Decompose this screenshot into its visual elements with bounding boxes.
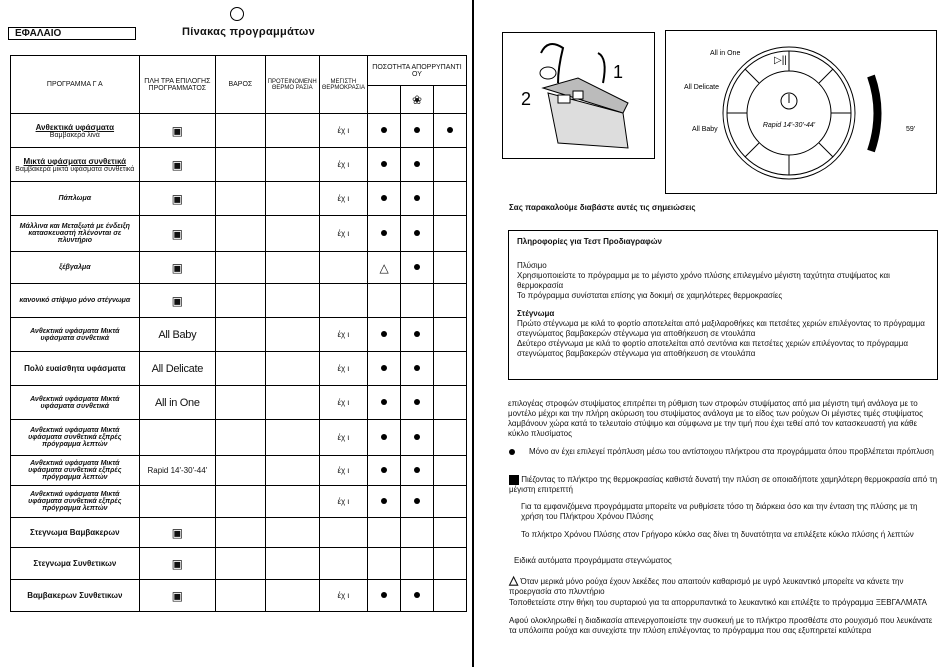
temp-max-cell [319, 456, 367, 486]
triangle-icon: △ [379, 260, 389, 275]
program-logo: All Baby [158, 328, 197, 341]
detergent-cell [367, 456, 400, 486]
program-name: Ανθεκτικά υφάσματα [35, 122, 115, 132]
dot-mark [414, 331, 420, 337]
dot-mark [381, 434, 387, 440]
knob-label-all-delicate: All Delicate [684, 84, 720, 91]
table-row [11, 548, 467, 580]
cotton-dry-icon: ▣ [171, 525, 183, 540]
col-button: ΠΛΗ ΤΡΑ ΕΠΙΛΟΓΗΣ ΠΡΟΓΡΑΜΜΑΤΟΣ [139, 56, 215, 114]
note-bleach-2: Τοποθετείστε στην θήκη του συρταριού για τα απορρυπαντικά το λευκαντικό και επιλέξτε το πρόγραμμα ΞΕΒΓΑΛΜΑΤΑ [509, 598, 927, 607]
weight-cell [216, 486, 266, 518]
wash-text: Χρησιμοποιείστε το πρόγραμμα με το μέγιστο χρόνο πλύσης επιλεγμένο μέγιστη ταχύτητα στυψίματος και θερμοκρασία [517, 271, 890, 290]
program-name: Μάλλινα και Μεταξωτά με ένδειξη κατασκευαστή πλένονται σε πλυντήριο [19, 223, 130, 244]
detergent-cell [367, 148, 400, 182]
dot-mark [414, 127, 420, 133]
col-weight: ΒΑΡΟΣ [216, 56, 266, 114]
program-name: Πολύ ευαίσθητα υφάσματα [24, 364, 126, 373]
col-temp-max: ΜΕΓΙΣΤΗ ΘΕΡΜΟΚΡΑΣΙΑ [319, 56, 367, 114]
note-temperature-text: Πιέζοντας το πλήκτρο της θερμοκρασίας καθιστά δυνατή την πλύση σε οποιαδήποτε χαμηλότερη θερμοκρασία από τη μέγιστη επιτρεπτή [509, 475, 938, 495]
detergent-cell [401, 518, 434, 548]
note-bleach [509, 575, 939, 597]
temp-rec-cell [265, 518, 319, 548]
program-name: Ανθεκτικά υφάσματα Μικτά υφάσματα συνθετικά εξπρές πρόγραμμα λεπτών [28, 491, 122, 512]
table-row [11, 518, 467, 548]
dot-mark [381, 161, 387, 167]
button-cell [139, 420, 215, 456]
detergent-cell [401, 318, 434, 352]
temp-max-cell [319, 420, 367, 456]
note-bleach-text: Όταν μερικά μόνο ρούχα έχουν λεκέδες που απαιτούν καθαρισμό με υγρό λευκαντικό μπορείτε να κάνετε την προεργασία στο πλυντήριο [509, 577, 904, 596]
program-name-cell [11, 420, 140, 456]
info-title: Πληροφορίες για Τεστ Προδιαγραφών [517, 237, 662, 246]
detergent-cell [367, 318, 400, 352]
temp-rec-cell [265, 284, 319, 318]
detergent-cell [367, 386, 400, 420]
temp-max-value: έχ ι [337, 330, 350, 339]
table-row [11, 352, 467, 386]
spin-dry-icon: ▣ [171, 293, 183, 308]
program-name: κανονικό στίψιμο μόνο στέγνωμα [19, 297, 131, 304]
temp-max-cell [319, 486, 367, 518]
note-prewash [509, 447, 939, 457]
dot-mark [381, 195, 387, 201]
temp-max-cell [319, 114, 367, 148]
prewash-col-head [367, 86, 400, 114]
temp-rec-cell [265, 216, 319, 252]
detergent-cell [367, 548, 400, 580]
dry-text-2: Δεύτερο στέγνωμα με κιλά το φορτίο αποτελείται από σεντόνια και πετσέτες χεριών επιλέγοντας το πρόγραμμα στεγνώματος βαμβακερών στέγνωμα για αποθήκευση σε ντουλάπα [517, 339, 908, 358]
temp-rec-cell [265, 456, 319, 486]
weight-cell [216, 456, 266, 486]
dispenser-label-1: 1 [613, 62, 624, 82]
temp-rec-cell [265, 386, 319, 420]
detergent-cell [401, 548, 434, 580]
detergent-cell [367, 580, 400, 612]
button-cell [139, 548, 215, 580]
synthetic-icon: ▣ [171, 157, 183, 172]
temp-rec-cell [265, 580, 319, 612]
detergent-cell [433, 216, 466, 252]
temp-rec-cell [265, 420, 319, 456]
spec-info-box [508, 230, 938, 380]
table-row [11, 486, 467, 518]
cotton-icon: ▣ [171, 123, 183, 138]
temp-max-cell [319, 518, 367, 548]
temp-max-value: έχ ι [337, 364, 350, 373]
program-name: Μικτά υφάσματα συνθετικά [23, 156, 127, 166]
program-name: Βαμβακερων Συνθετικων [27, 591, 123, 600]
wash-text-2: Το πρόγραμμα συνίσταται επίσης για δοκιμή σε χαμηλότερες θερμοκρασίες [517, 291, 783, 300]
button-cell [139, 148, 215, 182]
temp-rec-cell [265, 252, 319, 284]
detergent-cell [433, 420, 466, 456]
duvet-icon: ▣ [171, 191, 183, 206]
button-cell [139, 580, 215, 612]
note-finish: Αφού ολοκληρωθεί η διαδικασία απενεργοποιείστε την συσκευή με το πλήκτρο προσθέστε στο ρουχισμό που λευκάνατε τα υπόλοιπα ρούχα και συνεχίστε την πλύση επιλέγοντας το πρόγραμμα που σας εξυπηρετεί καλύτερα [509, 616, 933, 635]
detergent-cell [367, 518, 400, 548]
temp-max-cell [319, 182, 367, 216]
program-sub: Βαμβακερά μικτά υφάσματα συνθετικά [15, 165, 135, 173]
detergent-cell [433, 580, 466, 612]
dot-mark [414, 195, 420, 201]
program-name-cell [11, 284, 140, 318]
weight-cell [216, 216, 266, 252]
temp-max-cell [319, 284, 367, 318]
detergent-cell [433, 182, 466, 216]
detergent-cell [401, 486, 434, 518]
button-cell [139, 252, 215, 284]
dry-heading: Στέγνωμα [517, 309, 555, 318]
detergent-cell [367, 114, 400, 148]
table-row [11, 182, 467, 216]
detergent-cell [401, 252, 434, 284]
dot-mark [414, 264, 420, 270]
program-name: Ανθεκτικά υφάσματα Μικτά υφάσματα συνθετικά [30, 327, 120, 342]
dot-mark [447, 127, 453, 133]
dot-mark [414, 498, 420, 504]
svg-text:▷||: ▷|| [774, 55, 787, 66]
temp-max-cell [319, 252, 367, 284]
detergent-cell [367, 216, 400, 252]
temp-max-cell [319, 318, 367, 352]
program-name-cell [11, 352, 140, 386]
detergent-cell [433, 318, 466, 352]
dot-mark [381, 399, 387, 405]
notes-heading: Σας παρακαλούμε διαβάστε αυτές τις σημειώσεις [509, 203, 696, 212]
detergent-cell [433, 252, 466, 284]
detergent-cell [401, 148, 434, 182]
program-name-cell [11, 456, 140, 486]
dot-mark [414, 467, 420, 473]
dot-mark [414, 399, 420, 405]
note-rapid: Το πλήκτρο Χρόνου Πλύσης στον Γρήγορο κύκλο σας δίνει τη δυνατότητα να επιλέξετε κύκλο πλύσης ή λεπτών [521, 530, 914, 539]
temp-max-cell [319, 352, 367, 386]
detergent-cell [367, 284, 400, 318]
program-name: Ανθεκτικά υφάσματα Μικτά υφάσματα συνθετικά εξπρές πρόγραμμα λεπτών [28, 460, 122, 481]
table-row [11, 216, 467, 252]
table-row [11, 456, 467, 486]
detergent-cell [401, 182, 434, 216]
program-name: Στεγνωμα Βαμβακερων [30, 528, 120, 537]
temp-max-value: έχ ι [337, 433, 350, 442]
page-marker-circle [230, 7, 244, 21]
detergent-cell [401, 114, 434, 148]
detergent-cell [433, 284, 466, 318]
table-row [11, 580, 467, 612]
page-title: Πίνακας προγραμμάτων [182, 26, 316, 38]
note-wash-time: Για τα εμφανιζόμενα προγράμματα μπορείτε να ρυθμίσετε τόσο τη διάρκεια όσο και την ένταση της πλύσης με τη χρήση του Πλήκτρου Χρόνου Πλύσης [521, 502, 918, 521]
detergent-cell [401, 216, 434, 252]
button-cell [139, 456, 215, 486]
page-divider [472, 0, 474, 667]
program-logo: All Delicate [151, 362, 204, 375]
main-wash-col-head [433, 86, 466, 114]
table-row [11, 386, 467, 420]
rapid-logo: Rapid 14'-30'-44' [147, 466, 208, 475]
detergent-cell [367, 182, 400, 216]
dot-mark [381, 498, 387, 504]
detergent-cell [433, 114, 466, 148]
program-name-cell [11, 386, 140, 420]
knob-label-all-in-one: All in One [710, 50, 741, 57]
weight-cell [216, 284, 266, 318]
table-row [11, 420, 467, 456]
temp-max-value: έχ ι [337, 591, 350, 600]
wash-heading: Πλύσιμο [517, 261, 547, 270]
detergent-cell [433, 352, 466, 386]
table-row [11, 148, 467, 182]
dot-mark [381, 331, 387, 337]
program-sub: Βαμβακερά λινά [49, 131, 100, 139]
button-cell [139, 216, 215, 252]
dot-mark [381, 365, 387, 371]
program-name-cell [11, 252, 140, 284]
dot-mark [381, 230, 387, 236]
program-name: Ανθεκτικά υφάσματα Μικτά υφάσματα συνθετικά εξπρές πρόγραμμα λεπτών [28, 427, 122, 448]
button-cell [139, 182, 215, 216]
section-header: ΕΦΑΛΑΙΟ [8, 27, 136, 40]
temp-rec-cell [265, 148, 319, 182]
note-temperature [509, 475, 939, 495]
weight-cell [216, 182, 266, 216]
program-name-cell [11, 486, 140, 518]
weight-cell [216, 148, 266, 182]
detergent-cell [401, 580, 434, 612]
table-row [11, 252, 467, 284]
detergent-cell [433, 456, 466, 486]
weight-cell [216, 386, 266, 420]
square-bullet-icon [509, 475, 519, 485]
program-knob-illustration [665, 30, 937, 194]
note-auto-dry: Ειδικά αυτόματα προγράμματα στεγνώματος [514, 556, 672, 565]
table-row [11, 114, 467, 148]
temp-max-cell [319, 548, 367, 580]
dot-mark [414, 365, 420, 371]
dot-mark [414, 434, 420, 440]
wash-dry-59-icon: ▣ [171, 588, 183, 603]
weight-cell [216, 318, 266, 352]
dry-text: Πρώτο στέγνωμα με κιλά το φορτίο αποτελείται από μαξιλαροθήκες και πετσέτες χεριών επιλέγοντας το πρόγραμμα στεγνώματος βαμβακερών στέγνωμα για αποθήκευση σε ντουλάπα [517, 319, 925, 338]
program-name-cell [11, 548, 140, 580]
program-name-cell [11, 518, 140, 548]
program-name: ξέβγαλμα [59, 264, 91, 271]
temp-max-value: έχ ι [337, 466, 350, 475]
dispenser-label-2: 2 [521, 89, 532, 109]
weight-cell [216, 352, 266, 386]
col-temp-rec: ΠΡΟΤΕΙΝΟΜΕΝΗ ΘΕΡΜΟ ΡΑΣΙΑ [265, 56, 319, 114]
button-cell [139, 486, 215, 518]
dot-mark [414, 592, 420, 598]
detergent-cell [367, 352, 400, 386]
button-cell [139, 284, 215, 318]
temp-max-cell [319, 580, 367, 612]
detergent-cell [367, 252, 400, 284]
temp-rec-cell [265, 486, 319, 518]
detergent-cell [433, 486, 466, 518]
detergent-cell [433, 148, 466, 182]
temp-rec-cell [265, 114, 319, 148]
triangle-icon: △ [509, 573, 519, 587]
detergent-cell [401, 352, 434, 386]
dot-mark [381, 467, 387, 473]
weight-cell [216, 548, 266, 580]
softener-col-head [401, 86, 434, 114]
synthetic-dry-icon: ▣ [171, 556, 183, 571]
col-detergent: ΠΟΣΟΤΗΤΑ ΑΠΟΡΡΥΠΑΝΤΙ ΟΥ [367, 56, 466, 86]
program-name-cell [11, 182, 140, 216]
program-name-cell [11, 318, 140, 352]
program-name-cell [11, 114, 140, 148]
weight-cell [216, 518, 266, 548]
program-name: Στεγνωμα Συνθετικων [33, 559, 117, 568]
detergent-cell [433, 386, 466, 420]
temp-max-value: έχ ι [337, 229, 350, 238]
temp-max-value: έχ ι [337, 160, 350, 169]
detergent-cell [401, 420, 434, 456]
button-cell [139, 518, 215, 548]
button-cell [139, 318, 215, 352]
detergent-cell [367, 486, 400, 518]
detergent-dispenser-illustration [502, 32, 655, 159]
dot-mark [381, 127, 387, 133]
temp-max-cell [319, 148, 367, 182]
dot-mark [381, 592, 387, 598]
program-table [10, 55, 467, 612]
detergent-cell [433, 548, 466, 580]
note-prewash-text: Μόνο αν έχει επιλεγεί πρόπλυση μέσω του αντίστοιχου πλήκτρου στα προγράμματα όπου προβλέπεται πρόπλυση [529, 447, 934, 456]
table-row [11, 284, 467, 318]
dot-mark [414, 230, 420, 236]
temp-max-cell [319, 386, 367, 420]
temp-max-value: έχ ι [337, 194, 350, 203]
temp-max-value: έχ ι [337, 497, 350, 506]
program-name: Πάπλωμα [58, 195, 92, 202]
program-name-cell [11, 580, 140, 612]
temp-rec-cell [265, 318, 319, 352]
knob-center-label: Rapid 14'-30'-44' [762, 122, 816, 129]
button-cell [139, 352, 215, 386]
detergent-cell [433, 518, 466, 548]
col-program: ΠΡΟΓΡΑΜΜΑ Γ Α [11, 56, 140, 114]
detergent-cell [401, 456, 434, 486]
detergent-cell [401, 386, 434, 420]
weight-cell [216, 580, 266, 612]
dot-bullet-icon [509, 449, 515, 455]
flower-icon: ❀ [412, 92, 423, 107]
program-name: Ανθεκτικά υφάσματα Μικτά υφάσματα συνθετικά [30, 395, 120, 410]
weight-cell [216, 420, 266, 456]
temp-rec-cell [265, 548, 319, 580]
temp-max-value: έχ ι [337, 126, 350, 135]
button-cell [139, 386, 215, 420]
detergent-cell [367, 420, 400, 456]
program-name-cell [11, 148, 140, 182]
temp-max-cell [319, 216, 367, 252]
wool-silk-icon: ▣ [171, 226, 183, 241]
weight-cell [216, 114, 266, 148]
temp-rec-cell [265, 352, 319, 386]
knob-label-59: 59' [906, 126, 916, 133]
weight-cell [216, 252, 266, 284]
rinse-icon: ▣ [171, 260, 183, 275]
knob-label-all-baby: All Baby [692, 126, 718, 133]
table-row [11, 318, 467, 352]
temp-max-value: έχ ι [337, 398, 350, 407]
button-cell [139, 114, 215, 148]
detergent-cell [401, 284, 434, 318]
program-logo: All in One [154, 396, 200, 409]
note-spin-selector: επιλογέας στροφών στυψίματος επιτρέπει τη ρύθμιση των στροφών στυψίματος από μια μέγιστη τιμή ανάλογα με το μοντέλο μέχρι και την πλήρη ακύρωση του στυψίματος ανάλογα με το είδος των ρούχων Οι μέγιστες τιμές στυψίματος λαμβάνουν χώρα κατά το τελευταίο στύψιμο και σύμφωνα με την τιμή που έχει τεθεί από τον κατασκευαστή για κάθε κύκλο πλυσίματος [508, 399, 923, 438]
temp-rec-cell [265, 182, 319, 216]
program-name-cell [11, 216, 140, 252]
dot-mark [414, 161, 420, 167]
